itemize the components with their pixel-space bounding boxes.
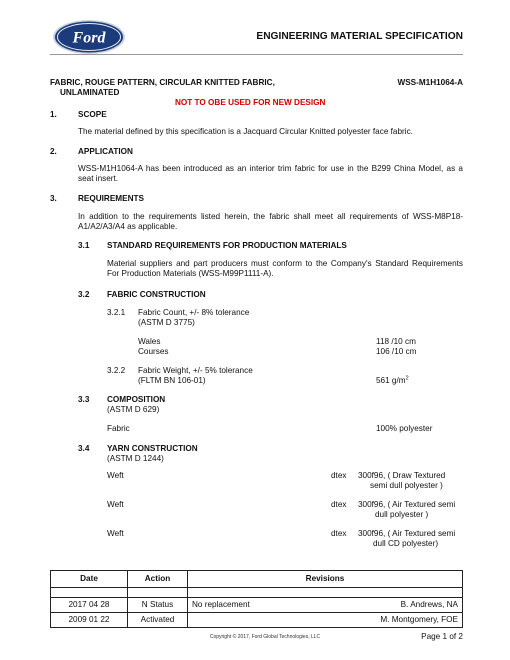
yarn-row-1-label: Weft xyxy=(107,471,124,480)
section-3-2-2-number: 3.2.2 xyxy=(107,366,126,375)
logo-wordmark: Ford xyxy=(72,29,106,47)
revision-action: Activated xyxy=(128,613,188,628)
section-1-number: 1. xyxy=(50,110,57,119)
section-2-heading: APPLICATION xyxy=(78,147,133,156)
table-row xyxy=(51,613,463,628)
spec-title-line1: FABRIC, ROUGE PATTERN, CIRCULAR KNITTED FABRIC, xyxy=(50,78,275,87)
composition-value: 100% polyester xyxy=(376,424,433,433)
section-3-2-heading: FABRIC CONSTRUCTION xyxy=(107,290,206,299)
section-2-number: 2. xyxy=(50,147,57,156)
fabric-count-method: (ASTM D 3775) xyxy=(138,318,195,327)
section-1-heading: SCOPE xyxy=(78,110,107,119)
section-3-4-heading: YARN CONSTRUCTION xyxy=(107,444,198,453)
wales-label: Wales xyxy=(138,337,161,346)
section-3-number: 3. xyxy=(50,194,57,203)
revision-detail xyxy=(188,598,463,613)
yarn-row-2-label: Weft xyxy=(107,500,124,509)
yarn-row-1-unit: dtex xyxy=(331,471,347,480)
revision-spacer-cell xyxy=(188,588,463,598)
fabric-weight-value xyxy=(376,376,409,386)
revision-header-action: Action xyxy=(128,571,188,588)
yarn-row-3-spec: 300f96, ( Air Textured semi xyxy=(358,529,456,538)
section-3-body: In addition to the requirements listed herein, the fabric shall meet all requirements of WSS-M8P18-A1/A2/A3/A4 as applicable. xyxy=(78,212,463,232)
yarn-row-3-unit: dtex xyxy=(331,529,347,538)
courses-value: 106 /10 cm xyxy=(376,347,417,356)
revision-table xyxy=(50,570,463,628)
section-3-4-number: 3.4 xyxy=(78,444,90,453)
revision-spacer-cell xyxy=(51,588,128,598)
composition-method: (ASTM D 629) xyxy=(107,405,160,414)
yarn-row-2-spec: 300f96, ( Air Textured semi xyxy=(358,500,456,509)
section-1-body: The material defined by this specification is a Jacquard Circular Knitted polyester face fabric. xyxy=(78,127,413,136)
ford-logo xyxy=(52,19,126,55)
fabric-count-label: Fabric Count, +/- 8% tolerance xyxy=(138,308,250,317)
yarn-row-1-spec-cont: semi dull polyester ) xyxy=(370,481,443,490)
page-number: Page 1 of 2 xyxy=(421,632,463,641)
revision-spacer-row xyxy=(51,588,463,598)
section-3-2-1-number: 3.2.1 xyxy=(107,308,126,317)
section-2-body: WSS-M1H1064-A has been introduced as an interior trim fabric for use in the B299 China Model, as a seat insert. xyxy=(78,164,463,184)
yarn-row-2-unit: dtex xyxy=(331,500,347,509)
table-row xyxy=(51,598,463,613)
revision-detail xyxy=(188,613,463,628)
fabric-weight-label: Fabric Weight, +/- 5% tolerance xyxy=(138,366,253,375)
section-3-1-body: Material suppliers and part producers must conform to the Company's Standard Requirements For Production Materials (WSS-M99P1111-A). xyxy=(107,259,463,279)
revision-header-row xyxy=(51,571,463,588)
revision-header-date: Date xyxy=(51,571,128,588)
design-notice: NOT TO OBE USED FOR NEW DESIGN xyxy=(175,98,326,107)
yarn-method: (ASTM D 1244) xyxy=(107,454,164,463)
copyright-notice: Copyright © 2017, Ford Global Technologies, LLC xyxy=(209,634,321,640)
header-rule xyxy=(50,54,463,55)
revision-text: No replacement xyxy=(192,599,250,609)
fabric-weight-exponent: 2 xyxy=(405,375,409,382)
revision-date: 2009 01 22 xyxy=(51,613,128,628)
yarn-row-3-spec-cont: dull CD polyester) xyxy=(373,539,439,548)
document-type-title: ENGINEERING MATERIAL SPECIFICATION xyxy=(256,31,463,42)
yarn-row-1-spec: 300f96, ( Draw Textured xyxy=(358,471,446,480)
section-3-2-number: 3.2 xyxy=(78,290,90,299)
spec-title-line2: UNLAMINATED xyxy=(60,88,120,97)
yarn-row-3-label: Weft xyxy=(107,529,124,538)
section-3-3-heading: COMPOSITION xyxy=(107,395,166,404)
section-3-1-number: 3.1 xyxy=(78,241,90,250)
wales-value: 118 /10 cm xyxy=(376,337,416,346)
yarn-row-2-spec-cont: dull polyester ) xyxy=(375,510,429,519)
section-3-3-number: 3.3 xyxy=(78,395,90,404)
revision-date: 2017 04 28 xyxy=(51,598,128,613)
revision-header-revisions: Revisions xyxy=(188,571,463,588)
composition-label: Fabric xyxy=(107,424,130,433)
section-3-heading: REQUIREMENTS xyxy=(78,194,144,203)
courses-label: Courses xyxy=(138,347,169,356)
revision-spacer-cell xyxy=(128,588,188,598)
spec-number: WSS-M1H1064-A xyxy=(397,78,463,87)
revision-action: N Status xyxy=(128,598,188,613)
revision-author: B. Andrews, NA xyxy=(400,599,458,609)
revision-author: M. Montgomery, FOE xyxy=(380,614,458,624)
fabric-weight-number: 561 g/m xyxy=(376,376,406,385)
section-3-1-heading: STANDARD REQUIREMENTS FOR PRODUCTION MATERIALS xyxy=(107,241,347,250)
fabric-weight-method: (FLTM BN 106-01) xyxy=(138,376,206,385)
